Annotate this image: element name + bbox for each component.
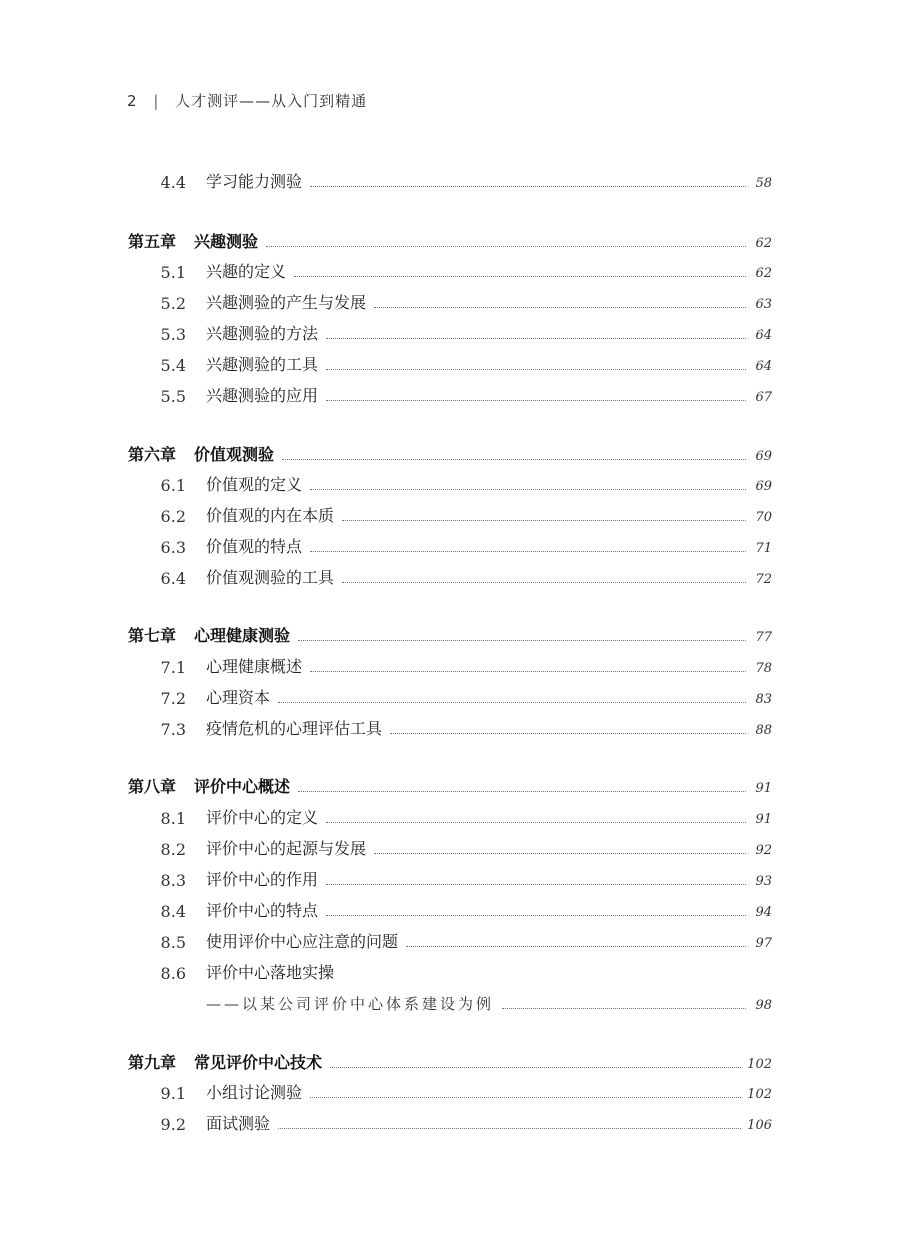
section-number: 7.1	[160, 658, 186, 677]
toc-section-entry	[128, 715, 772, 739]
chapter-label: 第六章	[128, 445, 177, 464]
chapter-label: 第五章	[128, 232, 177, 251]
entry-title: 心理健康测验	[194, 626, 291, 645]
dot-leader	[310, 1097, 741, 1098]
toc-section-entry	[128, 289, 772, 313]
page-number: 58	[755, 176, 772, 191]
entry-title: 心理资本	[206, 688, 271, 707]
page-number: 83	[755, 692, 772, 707]
chapter-label: 第七章	[128, 626, 177, 645]
entry-title: 疫情危机的心理评估工具	[206, 719, 383, 738]
entry-title: 兴趣测验的方法	[206, 324, 319, 343]
entry-title: 评价中心的定义	[206, 808, 319, 827]
dot-leader	[330, 1067, 741, 1068]
section-number: 6.2	[160, 507, 186, 526]
toc-section-entry	[128, 1079, 772, 1103]
dot-leader	[406, 946, 746, 947]
page-number: 62	[755, 266, 772, 281]
page-number: 102	[747, 1087, 772, 1102]
dot-leader	[298, 640, 746, 641]
entry-title: 价值观的内在本质	[206, 506, 335, 525]
chapter-label: 第八章	[128, 777, 177, 796]
page-number: 64	[755, 328, 772, 343]
toc-section-entry	[128, 351, 772, 375]
dot-leader	[266, 246, 746, 247]
section-number: 6.3	[160, 538, 186, 557]
section-number: 8.5	[160, 933, 186, 952]
toc-section-entry	[128, 959, 772, 983]
header-book-title: 人才测评——从入门到精通	[175, 92, 368, 110]
entry-title: 评价中心的特点	[206, 901, 319, 920]
dot-leader	[326, 400, 746, 401]
page-number: 62	[755, 236, 772, 251]
entry-title: 常见评价中心技术	[194, 1053, 323, 1072]
entry-title: 兴趣测验的产生与发展	[206, 293, 367, 312]
toc-section-entry	[128, 382, 772, 406]
entry-title: 评价中心的起源与发展	[206, 839, 367, 858]
page-number: 106	[747, 1118, 772, 1133]
page-number: 69	[755, 479, 772, 494]
dot-leader	[374, 853, 746, 854]
page-number: 97	[755, 936, 772, 951]
chapter-label: 第九章	[128, 1053, 177, 1072]
dot-leader	[326, 338, 746, 339]
entry-title: 面试测验	[206, 1114, 271, 1133]
dot-leader	[374, 307, 746, 308]
dot-leader	[310, 186, 746, 187]
section-number: 5.4	[160, 356, 186, 375]
dot-leader	[326, 915, 746, 916]
entry-title: 评价中心的作用	[206, 870, 319, 889]
entry-title: 小组讨论测验	[206, 1083, 303, 1102]
entry-title: ——以某公司评价中心体系建设为例	[206, 995, 495, 1013]
dot-leader	[294, 276, 746, 277]
toc-section-entry	[128, 897, 772, 921]
section-number: 8.4	[160, 902, 186, 921]
page-number: 67	[755, 390, 772, 405]
toc-section-entry	[128, 533, 772, 557]
entry-title: 心理健康概述	[206, 657, 303, 676]
toc-section-entry	[128, 471, 772, 495]
dot-leader	[310, 551, 746, 552]
toc-chapter-entry	[128, 1049, 772, 1073]
dot-leader	[342, 582, 746, 583]
section-number: 9.2	[160, 1115, 186, 1134]
dot-leader	[310, 489, 746, 490]
page-number: 72	[755, 572, 772, 587]
entry-title: 学习能力测验	[206, 172, 303, 191]
dot-leader	[326, 369, 746, 370]
toc-section-entry	[128, 168, 772, 192]
toc-section-entry	[128, 1110, 772, 1134]
section-number: 6.4	[160, 569, 186, 588]
toc-section-entry	[128, 835, 772, 859]
entry-title: 兴趣测验的工具	[206, 355, 319, 374]
section-number: 9.1	[160, 1084, 186, 1103]
page-number: 77	[755, 630, 772, 645]
entry-title: 使用评价中心应注意的问题	[206, 932, 399, 951]
page-number: 71	[755, 541, 772, 556]
toc-chapter-entry	[128, 441, 772, 465]
dot-leader	[298, 791, 746, 792]
page-number: 70	[755, 510, 772, 525]
section-number: 4.4	[160, 173, 186, 192]
page-number: 64	[755, 359, 772, 374]
dot-leader	[502, 1008, 746, 1009]
page-number	[752, 982, 772, 983]
header-separator: |	[153, 92, 160, 110]
page-number: 69	[755, 449, 772, 464]
dot-leader	[326, 884, 746, 885]
section-number: 7.3	[160, 720, 186, 739]
page-number: 91	[755, 781, 772, 796]
section-number: 5.5	[160, 387, 186, 406]
page-number: 94	[755, 905, 772, 920]
entry-title: 价值观测验的工具	[206, 568, 335, 587]
entry-title: 兴趣的定义	[206, 262, 287, 281]
toc-section-entry	[128, 804, 772, 828]
toc-section-entry	[128, 502, 772, 526]
page-number: 102	[747, 1057, 772, 1072]
page-number: 78	[755, 661, 772, 676]
toc-chapter-entry	[128, 622, 772, 646]
section-number: 8.1	[160, 809, 186, 828]
dot-leader	[278, 1128, 741, 1129]
page-number: 98	[755, 998, 772, 1013]
toc-section-entry	[128, 320, 772, 344]
section-number: 7.2	[160, 689, 186, 708]
section-number: 6.1	[160, 476, 186, 495]
page-number: 91	[755, 812, 772, 827]
toc-section-entry	[128, 684, 772, 708]
toc-section-entry	[128, 866, 772, 890]
page-number: 63	[755, 297, 772, 312]
section-number: 5.1	[160, 263, 186, 282]
toc-section-entry	[128, 928, 772, 952]
dot-leader	[310, 671, 746, 672]
toc-chapter-entry	[128, 773, 772, 797]
toc-chapter-entry	[128, 228, 772, 252]
page-number: 92	[755, 843, 772, 858]
toc-section-entry	[128, 258, 772, 282]
dot-leader	[278, 702, 746, 703]
section-number: 8.3	[160, 871, 186, 890]
dot-leader	[342, 520, 746, 521]
section-number: 5.2	[160, 294, 186, 313]
dot-leader	[326, 822, 746, 823]
section-number: 5.3	[160, 325, 186, 344]
entry-title: 评价中心落地实操	[206, 963, 335, 982]
section-number: 8.6	[160, 964, 186, 983]
toc-section-entry	[128, 653, 772, 677]
entry-title: 价值观测验	[194, 445, 275, 464]
toc-section-entry	[128, 990, 772, 1014]
toc-section-entry	[128, 564, 772, 588]
entry-title: 价值观的定义	[206, 475, 303, 494]
entry-title: 价值观的特点	[206, 537, 303, 556]
header-page-number: 2	[127, 92, 138, 110]
entry-title: 兴趣测验	[194, 232, 259, 251]
section-number: 8.2	[160, 840, 186, 859]
entry-title: 评价中心概述	[194, 777, 291, 796]
dot-leader	[282, 459, 746, 460]
page-number: 93	[755, 874, 772, 889]
running-header	[127, 90, 367, 111]
entry-title: 兴趣测验的应用	[206, 386, 319, 405]
dot-leader	[390, 733, 746, 734]
page-number: 88	[755, 723, 772, 738]
